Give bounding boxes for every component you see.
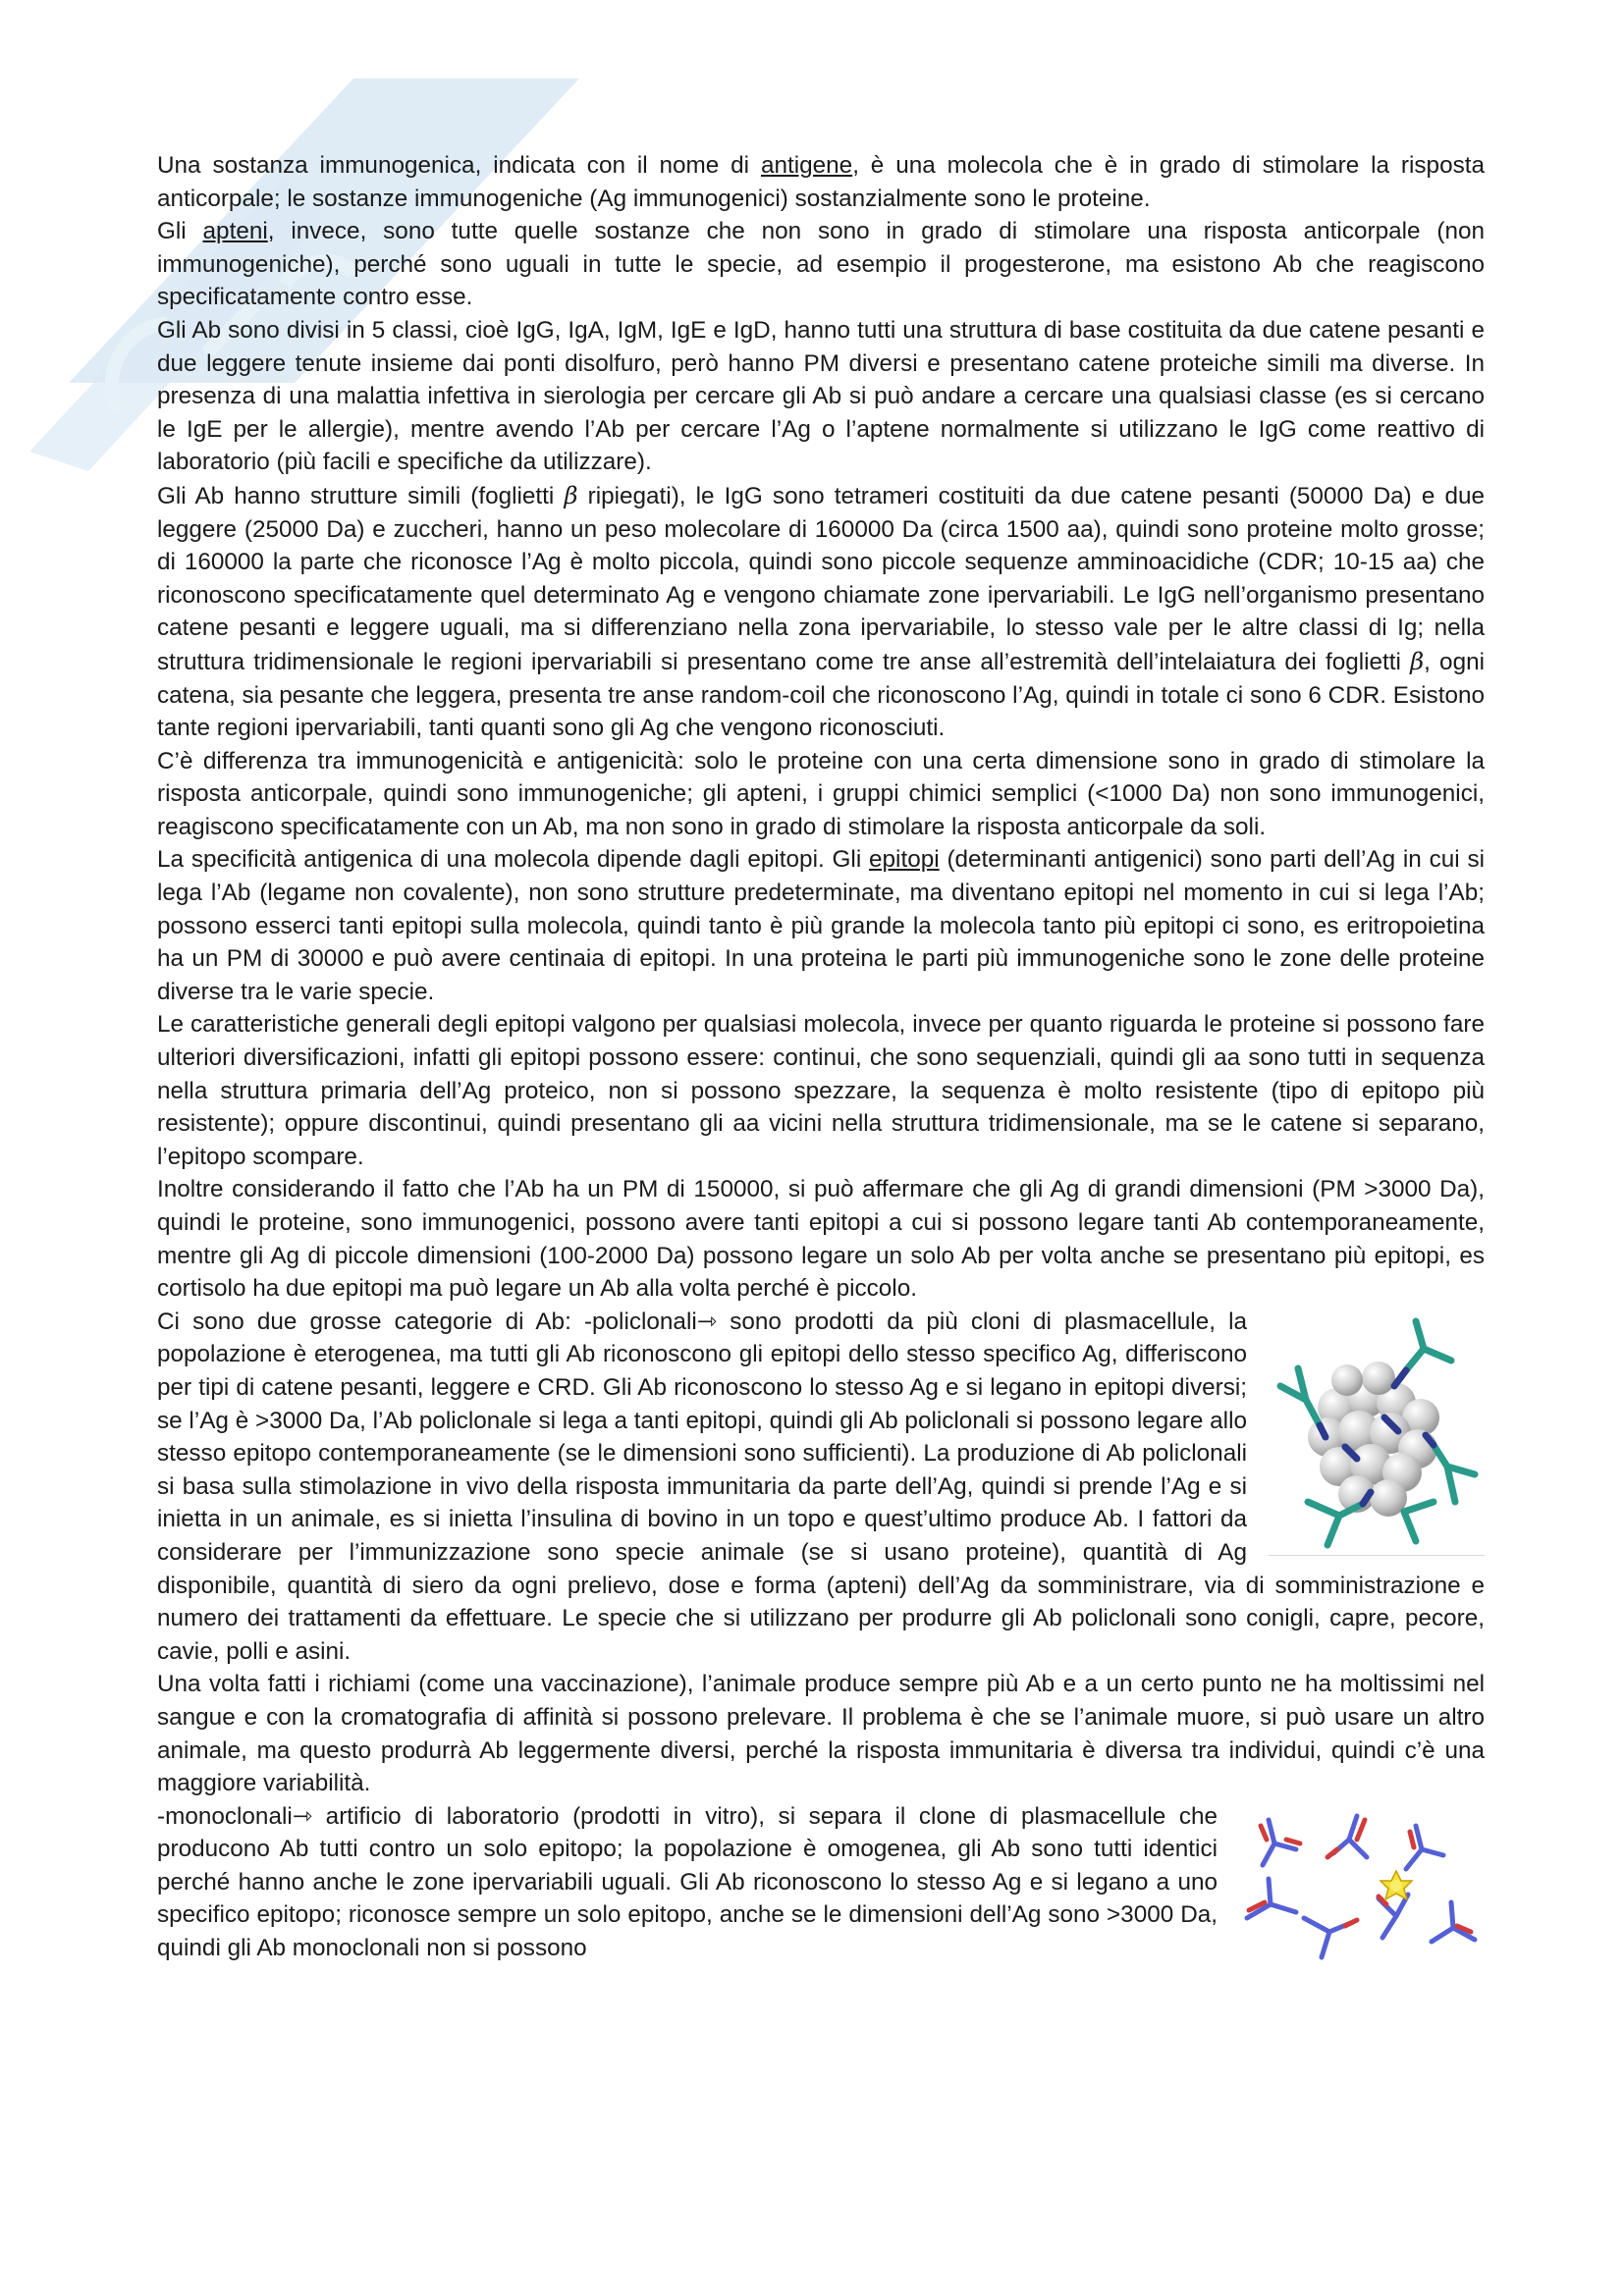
paragraph-2 xyxy=(157,215,1485,314)
paragraph-3: Gli Ab sono divisi in 5 classi, cioè IgG, IgA, IgM, IgE e IgD, hanno tutti una struttura di base costituita da due catene pesanti e due leggere tenute insieme dai ponti disolfuro, però hanno PM diversi e presentano catene proteiche simili ma diverse. In presenza di una malattia infettiva in sierologia per cercare gli Ab si può andare a cercare una qualsiasi classe (es si cercano le IgE per le allergie), mentre avendo l’Ab per cercare l’Ag o l’aptene normalmente si utilizzano le IgG come reattivo di laboratorio (più facili e specifiche da utilizzare). xyxy=(157,316,1485,476)
text-run: Gli xyxy=(157,218,203,245)
paragraph-5: C’è differenza tra immunogenicità e antigenicità: solo le proteine con una certa dimensione sono in grado di stimolare la risposta anticorpale, quindi sono immunogeniche; gli apteni, i gruppi chimici semplici (<1000 Da) non sono immunogenici, reagiscono specificatamente con un Ab, ma non sono in grado di stimolare la risposta anticorpale da soli. xyxy=(157,747,1485,840)
beta-symbol: β xyxy=(564,480,578,509)
antibody-molecules xyxy=(1247,1816,1475,1957)
text-run: La specificità antigenica di una molecola dipende dagli epitopi. Gli xyxy=(157,846,870,874)
term-antigene: antigene xyxy=(760,152,853,179)
term-epitopi: epitopi xyxy=(869,846,940,874)
text-run: , invece, sono tutte quelle sostanze che non sono in grado di stimolare una risposta anticorpale (non immunogeniche), perché sono uguali in tutte le specie, ad esempio il progesterone, ma esistono Ab che reagiscono specificatamente contro esse. xyxy=(157,218,1485,311)
polyclonal-antibodies-figure xyxy=(1269,1309,1485,1556)
beta-symbol: β xyxy=(1410,646,1425,675)
text-run: Gli Ab hanno strutture simili (foglietti xyxy=(157,482,565,509)
text-run: (determinanti antigenici) sono parti dell’Ag in cui si lega l’Ab (legame non covalente), non sono strutture predeterminate, ma diventano epitopi nel momento in cui si lega l’Ab; possono esserci tanti epitopi sulla molecola, quindi tanto è più grande la molecola tanto più epitopi ci sono, es eritropoietina ha un PM di 30000 e può avere centinaia di epitopi. In una proteina le parti più immunogeniche sono le zone delle proteine diverse tra le varie specie. xyxy=(157,846,1485,1005)
monoclonal-antibodies-figure xyxy=(1239,1810,1485,1967)
text-run: , è una molecola che è in grado di stimolare la risposta anticorpale; le sostanze immunogeniche (Ag immunogenici) sostanzialmente sono le proteine. xyxy=(157,152,1485,212)
document-body xyxy=(157,149,1485,1967)
paragraph-7: Le caratteristiche generali degli epitopi valgono per qualsiasi molecola, invece per quanto riguarda le proteine si possono fare ulteriori diversificazioni, infatti gli epitopi possono essere: continui, che sono sequenziali, quindi gli aa sono tutti in sequenza nella struttura primaria dell’Ag proteico, non si possono spezzare, la sequenza è molto resistente (tipo di epitopo più resistente); oppure discontinui, quindi presentano gli aa vicini nella struttura tridimensionale, ma se le catene si separano, l’epitopo scompare. xyxy=(157,1011,1485,1170)
paragraph-6 xyxy=(157,843,1485,1008)
text-run: Una sostanza immunogenica, indicata con il nome di xyxy=(157,152,761,179)
term-apteni: apteni xyxy=(202,218,268,245)
paragraph-1 xyxy=(157,149,1485,215)
text-run: , ogni catena, sia pesante che leggera, presenta tre anse random-coil che riconoscono l’Ag, quindi in totale ci sono 6 CDR. Esistono tante regioni ipervariabili, tanti quanti sono gli Ag che vengono riconosciuti. xyxy=(157,648,1485,742)
paragraph-9: Ci sono due grosse categorie di Ab: -policlonali⇾ sono prodotti da più cloni di plasmacellule, la popolazione è eterogenea, ma tutti gli Ab riconoscono gli epitopi dello stesso specifico Ag, differiscono per tipi di catene pesanti, leggere e CRD. Gli Ab riconoscono lo stesso Ag e si legano in epitopi diversi; se l’Ag è >3000 Da, l’Ab policlonale si lega a tanti epitopi, quindi gli Ab policlonali si possono legare allo stesso epitopo contemporaneamente (se le dimensioni sono sufficienti). La produzione di Ab policlonali si basa sulla stimolazione in vivo della risposta immunitaria da parte dell’Ag, quindi si prende l’Ag e si inietta in un animale, es si inietta l’insulina di bovino in un topo e quest’ultimo produce Ab. I fattori da considerare per l’immunizzazione sono specie animale (se si usano proteine), quantità di Ag disponibile, quantità di siero da ogni prelievo, dose e forma (apteni) dell’Ag da somministrare, via di somministrazione e numero dei trattamenti da effettuare. Le specie che si utilizzano per produrre gli Ab policlonali sono conigli, capre, pecore, cavie, polli e asini. xyxy=(157,1308,1485,1665)
paragraph-11: -monoclonali⇾ artificio di laboratorio (prodotti in vitro), si separa il clone di plasmacellule che producono Ab tutti contro un solo epitopo; la popolazione è omogenea, gli Ab sono tutti identici perché hanno anche le zone ipervariabili uguali. Gli Ab riconoscono lo stesso Ag e si legano a uno specifico epitopo; riconosce sempre un solo epitopo, anche se le dimensioni dell’Ag sono >3000 Da, quindi gli Ab monoclonali non si possono xyxy=(157,1802,1218,1962)
paragraph-8: Inoltre considerando il fatto che l’Ab ha un PM di 150000, si può affermare che gli Ag di grandi dimensioni (PM >3000 Da), quindi le proteine, sono immunogenici, possono avere tanti epitopi a cui si possono legare tanti Ab contemporaneamente, mentre gli Ag di piccole dimensioni (100-2000 Da) possono legare un solo Ab per volta anche se presentano più epitopi, es cortisolo ha due epitopi ma può legare un Ab alla volta perché è piccolo. xyxy=(157,1176,1485,1303)
paragraph-4 xyxy=(157,479,1485,745)
text-run: ripiegati), le IgG sono tetrameri costituiti da due catene pesanti (50000 Da) e due leggere (25000 Da) e zuccheri, hanno un peso molecolare di 160000 Da (circa 1500 aa), quindi sono proteine molto grosse; di 160000 la parte che riconosce l’Ag è molto piccola, quindi sono piccole sequenze amminoacidiche (CDR; 10-15 aa) che riconoscono specificatamente quel determinato Ag e vengono chiamate zone ipervariabili. Le IgG nell’organismo presentano catene pesanti e leggere uguali, ma si differenziano nella zona ipervariabile, lo stesso vale per le altre classi di Ig; nella struttura tridimensionale le regioni ipervariabili si presentano come tre anse all’estremità dell’intelaiatura dei foglietti xyxy=(157,482,1485,675)
paragraph-10: Una volta fatti i richiami (come una vaccinazione), l’animale produce sempre più Ab e a un certo punto ne ha moltissimi nel sangue e con la cromatografia di affinità si possono prelevare. Il problema è che se l’animale muore, si può usare un altro animale, ma questo produrrà Ab leggermente diversi, perché la risposta immunitaria è diversa tra individui, quindi c’è una maggiore variabilità. xyxy=(157,1671,1485,1797)
